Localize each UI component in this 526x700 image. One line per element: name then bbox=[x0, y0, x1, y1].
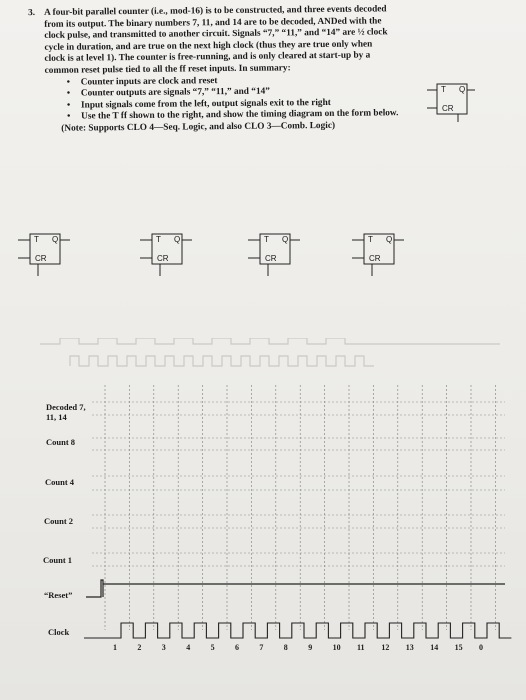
clock-cycle-number: 13 bbox=[405, 643, 414, 652]
t-input-label: T bbox=[34, 235, 39, 244]
clock-cycle-number: 1 bbox=[113, 643, 117, 652]
question-number: 3. bbox=[28, 8, 36, 19]
clear-label: CR bbox=[157, 254, 169, 263]
clock-cycle-number: 0 bbox=[479, 643, 483, 652]
flipflop-symbol bbox=[18, 232, 68, 272]
clo-note: (Note: Supports CLO 4—Seq. Logic, and also CLO 3—Comb. Logic) bbox=[61, 120, 336, 134]
q-output-label: Q bbox=[386, 235, 393, 244]
timing-grid bbox=[0, 380, 526, 680]
bleed-through-waveform bbox=[40, 338, 500, 368]
flipflop-symbol bbox=[352, 232, 402, 272]
reference-t-flipflop bbox=[425, 82, 475, 122]
clock-cycle-number: 2 bbox=[137, 643, 142, 652]
t-input-label: T bbox=[264, 235, 269, 244]
clock-cycle-number: 8 bbox=[283, 643, 288, 652]
q-output-label: Q bbox=[459, 85, 466, 94]
intro-line: clock is at level 1). The counter is free-running, and is only cleared at start-up by a bbox=[44, 50, 371, 65]
signal-label-reset: “Reset” bbox=[44, 590, 73, 600]
summary-item: • Counter outputs are signals “7,” “11,” and “14” bbox=[81, 84, 507, 100]
q-output-label: Q bbox=[282, 235, 289, 244]
clock-cycle-number: 9 bbox=[308, 643, 313, 652]
clock-cycle-number: 14 bbox=[430, 643, 439, 652]
q-output-label: Q bbox=[174, 235, 181, 244]
flipflop-symbol bbox=[140, 232, 190, 272]
clear-label: CR bbox=[265, 254, 277, 263]
timing-diagram bbox=[0, 380, 526, 680]
clock-cycle-number: 6 bbox=[235, 643, 239, 652]
clock-cycle-number: 7 bbox=[259, 643, 264, 652]
t-input-label: T bbox=[156, 235, 161, 244]
clock-cycle-number: 5 bbox=[210, 643, 215, 652]
intro-line: clock pulse, and transmitted to another circuit. Signals “7,” “11,” and “14” are ½ clock bbox=[44, 27, 388, 42]
signal-label-clock: Clock bbox=[48, 627, 70, 637]
flipflop-symbol bbox=[425, 82, 475, 122]
summary-item: • Use the T ff shown to the right, and show the timing diagram on the form below. bbox=[81, 107, 507, 123]
t-flipflop-3[interactable] bbox=[248, 232, 298, 272]
t-flipflop-4[interactable] bbox=[352, 232, 402, 272]
reset-waveform bbox=[86, 580, 505, 597]
intro-line: from its output. The binary numbers 7, 11, and 14 are to be decoded, ANDed with the bbox=[44, 15, 382, 30]
clock-cycle-number: 11 bbox=[357, 643, 365, 652]
summary-item: • Counter inputs are clock and reset bbox=[81, 73, 507, 89]
clear-label: CR bbox=[442, 104, 454, 113]
t-input-label: T bbox=[441, 85, 446, 94]
clear-label: CR bbox=[35, 254, 47, 263]
flipflop-symbol bbox=[248, 232, 298, 272]
signal-label-count-8: Count 8 bbox=[46, 437, 76, 447]
clock-cycle-number: 12 bbox=[381, 643, 390, 652]
signal-label-count-2: Count 2 bbox=[44, 516, 74, 526]
intro-line: common reset pulse tied to all the ff reset inputs. In summary: bbox=[44, 63, 291, 76]
t-flipflop-1[interactable] bbox=[18, 232, 68, 272]
intro-line: cycle in duration, and are true on the next high clock (thus they are true only when bbox=[44, 39, 373, 53]
signal-label-decoded: Decoded 7, 11, 14 bbox=[46, 402, 86, 422]
t-flipflop-2[interactable] bbox=[140, 232, 190, 272]
clock-waveform bbox=[84, 623, 511, 638]
clock-cycle-number: 3 bbox=[161, 643, 166, 652]
clock-cycle-number: 15 bbox=[454, 643, 463, 652]
summary-item: • Input signals come from the left, output signals exit to the right bbox=[81, 96, 507, 112]
t-input-label: T bbox=[368, 235, 373, 244]
clear-label: CR bbox=[369, 254, 381, 263]
clock-cycle-number: 4 bbox=[186, 643, 191, 652]
clock-cycle-number: 10 bbox=[332, 643, 341, 652]
q-output-label: Q bbox=[52, 235, 59, 244]
intro-line: A four-bit parallel counter (i.e., mod-16) is to be constructed, and three events decoded bbox=[43, 4, 387, 18]
signal-label-count-4: Count 4 bbox=[45, 477, 75, 487]
signal-label-count-1: Count 1 bbox=[43, 555, 73, 565]
